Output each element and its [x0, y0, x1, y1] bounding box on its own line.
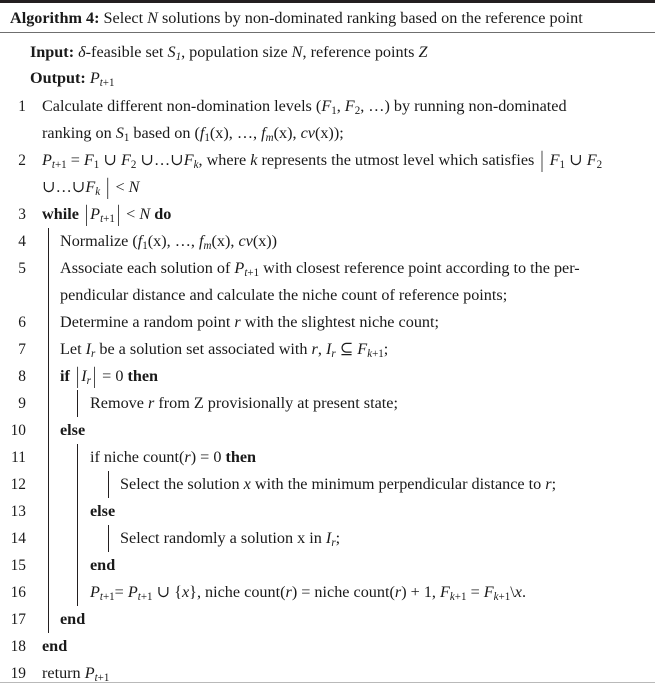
- step-number: 5: [18, 260, 26, 278]
- step-row: [0, 363, 655, 390]
- step-text: Let $I_r$ be a solution set associated with r, $I_r$ ⊆ $F_{k+1}$;: [60, 340, 389, 361]
- step-row: [0, 471, 655, 498]
- step-number: 6: [18, 314, 26, 332]
- step-number: 13: [10, 503, 26, 521]
- step-number: 2: [18, 152, 26, 170]
- step-row: [0, 606, 655, 633]
- step-text: $P_{t+1}= P_{t+1}$ ∪ {x}, niche count(r) = niche count(r) + 1, $F_{k+1}$ = $F_{k+1}\backslash x$.: [90, 583, 526, 604]
- output-value: $P_{t+1}$: [89, 69, 115, 90]
- step-number: 3: [18, 206, 26, 224]
- step-text: $P_{t+1} = F_1$ ∪ $F_2$ $\cup\dots\cup F_k$, where k represents the utmost level which satisfies | $F_1$ ∪ $F_2$ $\cup\dots\cup F_k$ | < N: [42, 146, 603, 201]
- step-number: 8: [18, 368, 26, 386]
- step-text: Remove r from Z provisionally at present state;: [90, 394, 398, 413]
- step-number: 7: [18, 341, 26, 359]
- step-number: 14: [10, 530, 26, 548]
- step-row: [0, 228, 655, 255]
- output-label: Output:: [30, 69, 86, 88]
- step-number: 16: [10, 584, 26, 602]
- step-row: [0, 336, 655, 363]
- step-text: end: [90, 556, 116, 575]
- step-text: else: [60, 421, 86, 440]
- step-number: 12: [10, 476, 26, 494]
- step-row: [0, 309, 655, 336]
- step-number: 9: [18, 395, 26, 413]
- step-number: 10: [10, 422, 26, 440]
- step-text: Associate each solution of $P_{t+1}$ with closest reference point according to the per- pendicular distance and calculate the niche count of reference points;: [60, 259, 580, 305]
- step-text: else: [90, 502, 116, 521]
- step-row: [0, 93, 655, 147]
- step-text: end: [60, 610, 86, 629]
- step-row: [0, 633, 655, 660]
- step-text: Select randomly a solution x in $I_r$;: [120, 529, 341, 550]
- step-number: 15: [10, 557, 26, 575]
- input-value: δ-feasible set $S_1$, population size N, reference points Z: [78, 43, 428, 64]
- step-number: 4: [18, 233, 26, 251]
- step-row: [0, 390, 655, 417]
- step-number: 18: [10, 638, 26, 656]
- step-text: Determine a random point r with the slightest niche count;: [60, 313, 439, 332]
- step-text: if niche count(r) = 0 then: [90, 448, 257, 467]
- step-number: 1: [18, 98, 26, 116]
- step-number: 19: [10, 665, 26, 683]
- step-row: [0, 255, 655, 309]
- io-block: [0, 33, 655, 93]
- step-text: while | $P_{t+1}$ | < N do: [42, 200, 172, 228]
- step-row: [0, 525, 655, 552]
- step-row: [0, 147, 655, 201]
- input-line: [0, 39, 655, 65]
- algorithm-steps: [0, 93, 655, 683]
- step-text: Select the solution x with the minimum perpendicular distance to r;: [120, 475, 557, 494]
- algorithm-header: [0, 3, 655, 33]
- step-text: Calculate different non-domination levels ($F_1$, $F_2$, …) by running non-dominated ranking on $S_1$ based on ($f_1(x)$, …, $f_m(x)$, cv(x));: [42, 97, 567, 145]
- step-row: [0, 444, 655, 471]
- output-line: [0, 65, 655, 91]
- step-text: Normalize ($f_1(x)$, …, $f_m(x)$, cv(x)): [60, 232, 278, 253]
- step-row: [0, 579, 655, 606]
- step-row: [0, 417, 655, 444]
- step-row: [0, 660, 655, 683]
- step-row: [0, 201, 655, 228]
- step-row: [0, 498, 655, 525]
- algorithm-label: Algorithm 4:: [10, 9, 100, 27]
- step-text: if | $I_r$ | = 0 then: [60, 362, 159, 390]
- step-number: 11: [11, 449, 26, 467]
- input-label: Input:: [30, 43, 75, 62]
- algorithm-title: Select N solutions by non-dominated ranking based on the reference point: [103, 9, 583, 27]
- step-row: [0, 552, 655, 579]
- step-text: return $P_{t+1}$: [42, 664, 110, 683]
- step-text: end: [42, 637, 68, 656]
- step-number: 17: [10, 611, 26, 629]
